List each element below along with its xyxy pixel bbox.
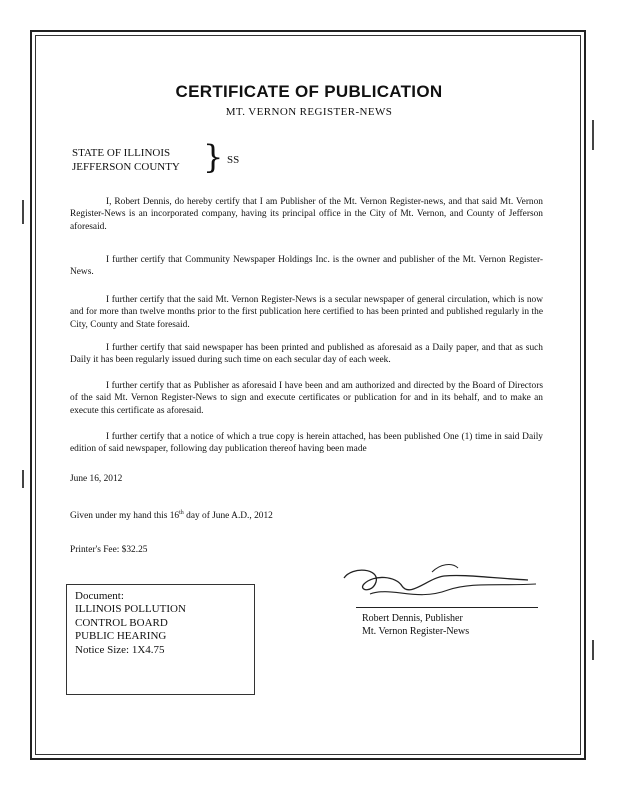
certificate-title: CERTIFICATE OF PUBLICATION [175, 82, 443, 101]
paragraph-text: I further certify that said newspaper has been printed and published as aforesaid as a Daily paper, and that as such Daily it has been regularly issued during such time on each secular day of each week. [70, 343, 543, 366]
given-text-end: day of June A.D., 2012 [183, 511, 273, 522]
scan-mark [22, 200, 24, 224]
paragraph-6 [70, 431, 543, 456]
venue-county: JEFFERSON COUNTY [72, 161, 180, 173]
paragraph-3 [70, 294, 543, 331]
paragraph-4 [70, 342, 543, 367]
signature [340, 556, 540, 612]
paragraph-text: I further certify that as Publisher as aforesaid I have been and am authorized and directed by the Board of Directors of the said Mt. Vernon Register-News to sign and execute certificates or publication for and in its behalf, and to make an execute this certificate as aforesaid. [70, 381, 543, 416]
paragraph-text: I further certify that the said Mt. Vernon Register-News is a secular newspaper of general circulation, which is now and for more than twelve months prior to the first publication here certified to has been printed and published regularly in the City, County and State foresaid. [70, 295, 543, 330]
notice-size: Notice Size: 1X4.75 [75, 643, 165, 656]
document-label: Document: [75, 590, 124, 602]
scan-mark [592, 120, 594, 150]
newspaper-name: MT. VERNON REGISTER-NEWS [225, 106, 393, 118]
given-ordinal: th [179, 510, 184, 516]
scan-mark [592, 640, 594, 660]
paragraph-text: I further certify that Community Newspaper Holdings Inc. is the owner and publisher of the Mt. Vernon Register-News. [70, 255, 543, 278]
signer-name: Robert Dennis, Publisher [362, 613, 463, 624]
signature-line [356, 607, 538, 608]
paragraph-2 [70, 254, 543, 279]
given-line [70, 510, 273, 521]
paragraph-text: I further certify that a notice of which a true copy is herein attached, has been published One (1) time in said Daily edition of said newspaper, following day publication thereof having been made [70, 432, 543, 455]
signer-org: Mt. Vernon Register-News [362, 626, 470, 637]
given-text: Given under my hand this 16 [70, 511, 180, 522]
paragraph-text: I, Robert Dennis, do hereby certify that I am Publisher of the Mt. Vernon Register-news, and that said Mt. Vernon Register-News is an incorporated company, having its principal office in the City of Mt. Vernon, and County of Jefferson aforesaid. [70, 197, 543, 232]
venue-ss: SS [227, 154, 240, 166]
document-line-3: PUBLIC HEARING [75, 630, 167, 643]
document-line-1: ILLINOIS POLLUTION [75, 603, 186, 616]
venue-state: STATE OF ILLINOIS [72, 147, 171, 159]
scan-mark [22, 470, 24, 488]
venue-block [72, 146, 180, 174]
date-line: June 16, 2012 [70, 474, 123, 484]
signer-block [362, 612, 469, 638]
paragraph-5 [70, 380, 543, 417]
fee-line: Printer's Fee: $32.25 [70, 545, 148, 555]
brace-glyph: } [203, 138, 224, 176]
document-box [66, 584, 255, 695]
paragraph-1 [70, 196, 543, 233]
document-line-2: CONTROL BOARD [75, 616, 168, 629]
